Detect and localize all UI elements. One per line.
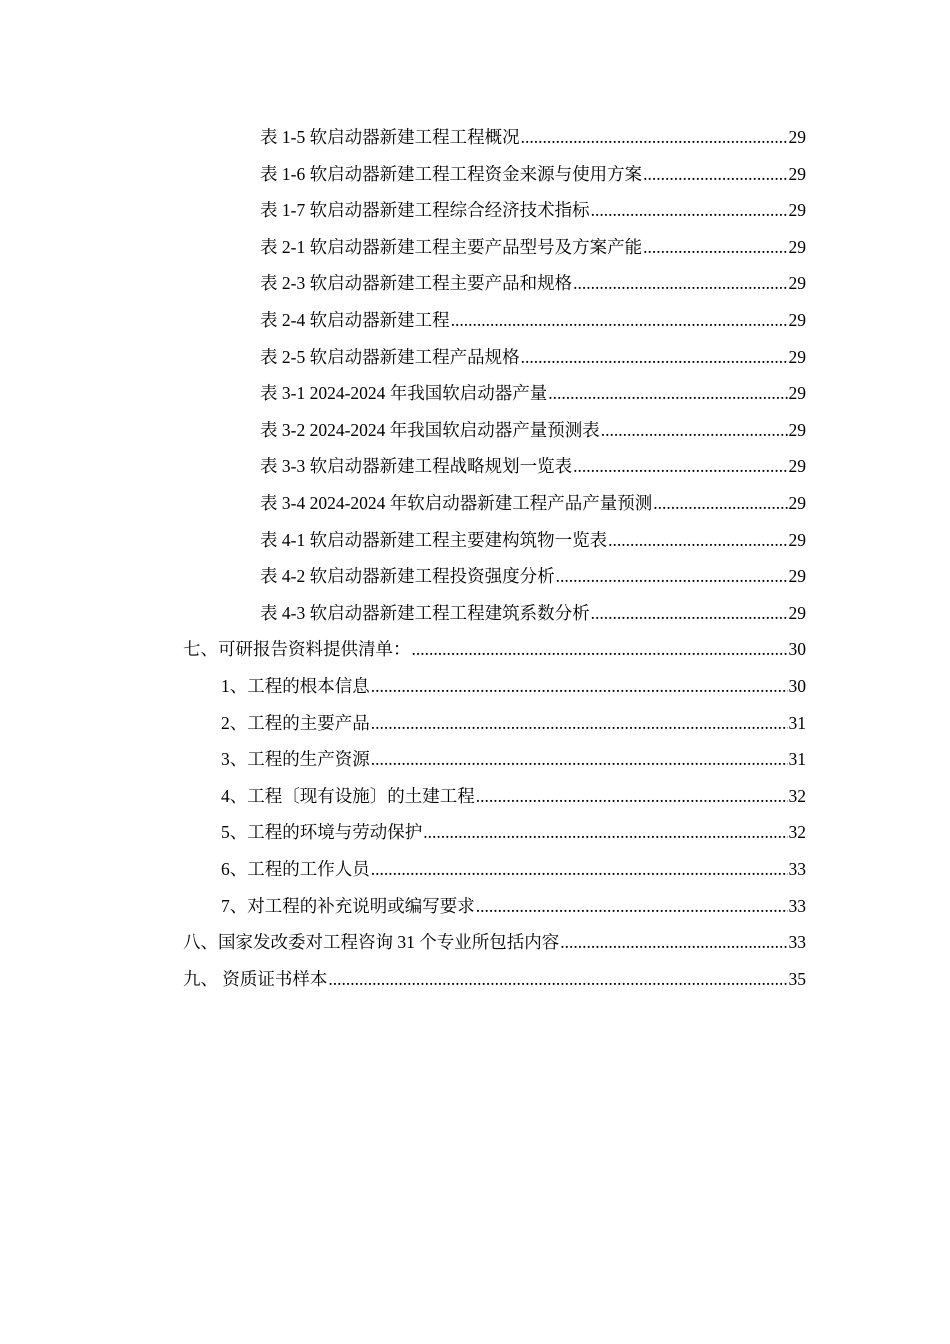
toc-entry-label: 3、工程的生产资源 bbox=[221, 749, 370, 769]
toc-entry[interactable] bbox=[260, 595, 806, 631]
toc-entry-label: 表 2-3 软启动器新建工程主要产品和规格 bbox=[260, 273, 573, 293]
toc-page-number: 29 bbox=[788, 273, 806, 293]
toc-entry[interactable] bbox=[260, 558, 806, 594]
toc-entry-label: 表 4-3 软启动器新建工程工程建筑系数分析 bbox=[260, 603, 590, 623]
toc-entry[interactable] bbox=[260, 156, 806, 192]
toc-leader-dots bbox=[643, 229, 787, 265]
toc-entry-label: 表 1-5 软启动器新建工程工程概况 bbox=[260, 127, 520, 147]
toc-leader-dots bbox=[573, 448, 787, 484]
toc-entry[interactable] bbox=[260, 119, 806, 155]
toc-page-number: 32 bbox=[788, 822, 806, 842]
toc-page-number: 29 bbox=[788, 493, 806, 513]
toc-entry-label: 表 1-7 软启动器新建工程综合经济技术指标 bbox=[260, 200, 590, 220]
toc-leader-dots bbox=[548, 375, 787, 411]
toc-entry-label: 表 3-4 2024-2024 年软启动器新建工程产品产量预测 bbox=[260, 493, 653, 513]
toc-page-number: 30 bbox=[788, 639, 806, 659]
toc-page-number: 29 bbox=[788, 237, 806, 257]
toc-entry-label: 7、对工程的补充说明或编写要求 bbox=[221, 896, 475, 916]
toc-entry[interactable] bbox=[260, 485, 806, 521]
toc-leader-dots bbox=[476, 778, 788, 814]
toc-leader-dots bbox=[328, 961, 787, 997]
toc-leader-dots bbox=[451, 302, 788, 338]
toc-entry-label: 九、 资质证书样本 bbox=[183, 969, 328, 989]
toc-leader-dots bbox=[521, 339, 788, 375]
toc-leader-dots bbox=[643, 156, 787, 192]
toc-page-number: 33 bbox=[788, 859, 806, 879]
toc-entry-label: 4、工程〔现有设施〕的土建工程 bbox=[221, 786, 475, 806]
toc-entry-label: 1、工程的根本信息 bbox=[221, 676, 370, 696]
toc-page-number: 29 bbox=[788, 127, 806, 147]
toc-entry-label: 表 3-1 2024-2024 年我国软启动器产量 bbox=[260, 383, 548, 403]
toc-page-number: 33 bbox=[788, 896, 806, 916]
toc-entry-label: 表 4-2 软启动器新建工程投资强度分析 bbox=[260, 566, 555, 586]
toc-entry[interactable] bbox=[260, 302, 806, 338]
toc-entry[interactable] bbox=[221, 778, 806, 814]
toc-leader-dots bbox=[423, 814, 787, 850]
toc-entry[interactable] bbox=[260, 339, 806, 375]
toc-entry-label: 表 1-6 软启动器新建工程工程资金来源与使用方案 bbox=[260, 164, 643, 184]
toc-entry-label: 表 3-3 软启动器新建工程战略规划一览表 bbox=[260, 456, 573, 476]
toc-leader-dots bbox=[371, 851, 788, 887]
toc-entry-label: 七、可研报告资料提供清单： bbox=[183, 639, 411, 659]
toc-leader-dots bbox=[371, 668, 788, 704]
toc-entry[interactable] bbox=[260, 448, 806, 484]
toc-leader-dots bbox=[573, 265, 787, 301]
toc-leader-dots bbox=[608, 522, 787, 558]
toc-leader-dots bbox=[591, 192, 788, 228]
toc-leader-dots bbox=[653, 485, 787, 521]
toc-entry[interactable] bbox=[221, 814, 806, 850]
toc-page-number: 29 bbox=[788, 603, 806, 623]
toc-entry[interactable] bbox=[260, 265, 806, 301]
toc-leader-dots bbox=[371, 741, 788, 777]
toc-entry-label: 表 2-4 软启动器新建工程 bbox=[260, 310, 450, 330]
toc-entry[interactable] bbox=[221, 888, 806, 924]
toc-entry[interactable] bbox=[183, 924, 806, 960]
toc-entry-label: 6、工程的工作人员 bbox=[221, 859, 370, 879]
toc-page-number: 29 bbox=[788, 530, 806, 550]
toc-page-number: 29 bbox=[788, 383, 806, 403]
toc-page-number: 32 bbox=[788, 786, 806, 806]
toc-entry[interactable] bbox=[183, 961, 806, 997]
toc-entry-label: 5、工程的环境与劳动保护 bbox=[221, 822, 423, 842]
toc-entry-label: 表 4-1 软启动器新建工程主要建构筑物一览表 bbox=[260, 530, 608, 550]
toc-leader-dots bbox=[560, 924, 787, 960]
toc-entry-label: 表 2-1 软启动器新建工程主要产品型号及方案产能 bbox=[260, 237, 643, 257]
toc-page-number: 30 bbox=[788, 676, 806, 696]
toc-leader-dots bbox=[521, 119, 788, 155]
toc-entry[interactable] bbox=[221, 851, 806, 887]
toc-entry[interactable] bbox=[221, 705, 806, 741]
toc-page-number: 33 bbox=[788, 932, 806, 952]
toc-leader-dots bbox=[371, 705, 788, 741]
toc-page-number: 29 bbox=[788, 566, 806, 586]
toc-page-number: 29 bbox=[788, 420, 806, 440]
toc-entry-label: 八、国家发改委对工程咨询 31 个专业所包括内容 bbox=[183, 932, 560, 952]
toc-leader-dots bbox=[591, 595, 788, 631]
toc-entry[interactable] bbox=[183, 631, 806, 667]
toc-page-number: 29 bbox=[788, 347, 806, 367]
toc-page-number: 29 bbox=[788, 164, 806, 184]
toc-page-number: 29 bbox=[788, 310, 806, 330]
toc-entry[interactable] bbox=[260, 412, 806, 448]
toc-entry-label: 表 2-5 软启动器新建工程产品规格 bbox=[260, 347, 520, 367]
toc-entry[interactable] bbox=[260, 192, 806, 228]
toc-page-number: 35 bbox=[788, 969, 806, 989]
toc-entry[interactable] bbox=[221, 741, 806, 777]
toc-page-number: 29 bbox=[788, 456, 806, 476]
toc-entry-label: 表 3-2 2024-2024 年我国软启动器产量预测表 bbox=[260, 420, 600, 440]
toc-entry[interactable] bbox=[260, 522, 806, 558]
toc-page-number: 31 bbox=[788, 749, 806, 769]
toc-leader-dots bbox=[412, 631, 788, 667]
toc-entry[interactable] bbox=[260, 375, 806, 411]
toc-entry-label: 2、工程的主要产品 bbox=[221, 713, 370, 733]
toc-entry[interactable] bbox=[221, 668, 806, 704]
toc-leader-dots bbox=[476, 888, 788, 924]
toc-page-number: 29 bbox=[788, 200, 806, 220]
toc-leader-dots bbox=[601, 412, 788, 448]
toc-entry[interactable] bbox=[260, 229, 806, 265]
toc-leader-dots bbox=[556, 558, 788, 594]
toc-page-number: 31 bbox=[788, 713, 806, 733]
